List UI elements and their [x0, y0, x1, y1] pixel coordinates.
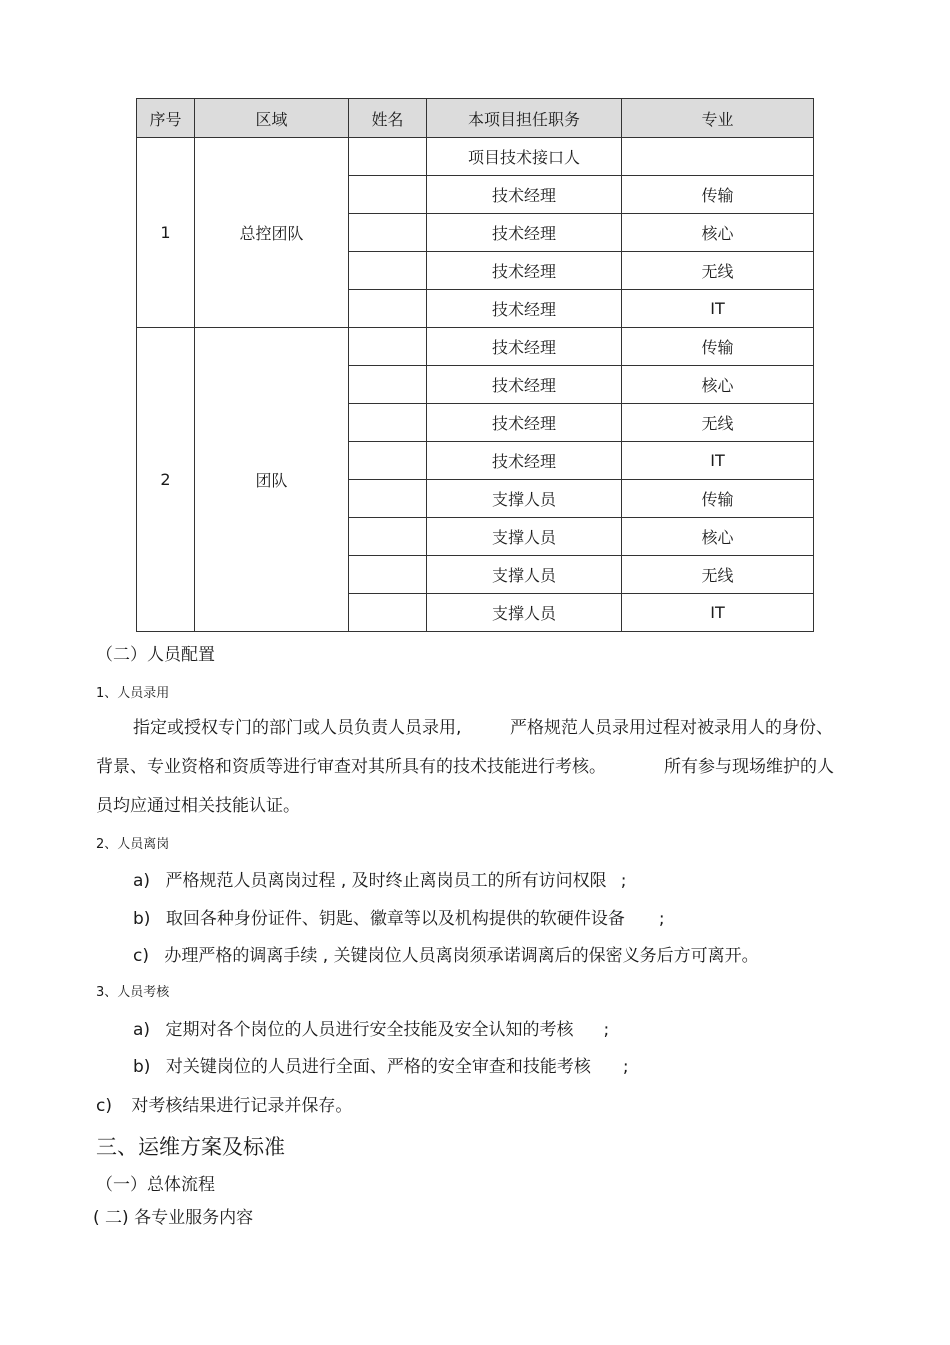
list-item [133, 1052, 629, 1077]
hiring-paragraph-line2b: 所有参与现场维护的人 [664, 757, 834, 777]
list-text: 办理严格的调离手续 , 关键岗位人员离岗须承诺调离后的保密义务后方可离开。 [164, 946, 759, 966]
ops-subheading-services: ( 二) 各专业服务内容 [93, 1208, 254, 1228]
list-marker: a) [133, 1020, 151, 1040]
hiring-paragraph-line2a: 背景、专业资格和资质等进行审查对其所具有的技术技能进行考核。 [96, 757, 606, 777]
list-marker: b) [133, 1057, 151, 1077]
role-cell: 技术经理 [427, 442, 622, 480]
role-cell: 技术经理 [427, 328, 622, 366]
group-index: 1 [137, 138, 195, 328]
list-marker: c) [96, 1096, 112, 1116]
role-cell: 技术经理 [427, 252, 622, 290]
name-cell [349, 214, 427, 252]
subheading-assessment: 3、人员考核 [96, 985, 170, 1000]
specialty-cell: 传输 [622, 176, 814, 214]
name-cell [349, 442, 427, 480]
ops-subheading-flow: （一）总体流程 [96, 1175, 215, 1195]
name-cell [349, 138, 427, 176]
group-area: 总控团队 [195, 138, 349, 328]
list-item [133, 866, 626, 891]
list-item [133, 904, 665, 929]
hiring-paragraph-line3: 员均应通过相关技能认证。 [96, 796, 300, 816]
list-end: ; [620, 871, 627, 891]
group-index: 2 [137, 328, 195, 632]
group-area: 团队 [195, 328, 349, 632]
name-cell [349, 518, 427, 556]
header-specialty: 专业 [622, 99, 814, 138]
role-cell: 技术经理 [427, 176, 622, 214]
header-name: 姓名 [349, 99, 427, 138]
specialty-cell: 传输 [622, 480, 814, 518]
specialty-cell: 核心 [622, 214, 814, 252]
specialty-cell: IT [622, 442, 814, 480]
specialty-cell: IT [622, 290, 814, 328]
list-item [133, 1015, 609, 1040]
list-text: 取回各种身份证件、钥匙、徽章等以及机构提供的软硬件设备 [165, 909, 625, 929]
section-heading-staffing: （二）人员配置 [96, 645, 215, 665]
header-role: 本项目担任职务 [427, 99, 622, 138]
role-cell: 技术经理 [427, 214, 622, 252]
role-cell: 项目技术接口人 [427, 138, 622, 176]
list-item [133, 941, 759, 966]
section-heading-ops: 三、运维方案及标准 [96, 1135, 285, 1159]
list-text: 严格规范人员离岗过程 , 及时终止离岗员工的所有访问权限 [165, 871, 607, 891]
name-cell [349, 252, 427, 290]
name-cell [349, 176, 427, 214]
specialty-cell: 无线 [622, 252, 814, 290]
list-marker: b) [133, 909, 151, 929]
list-end: ; [622, 1057, 629, 1077]
name-cell [349, 556, 427, 594]
table-row [137, 328, 814, 366]
specialty-cell: 核心 [622, 518, 814, 556]
specialty-cell: 传输 [622, 328, 814, 366]
specialty-cell [622, 138, 814, 176]
role-cell: 支撑人员 [427, 480, 622, 518]
name-cell [349, 366, 427, 404]
role-cell: 技术经理 [427, 404, 622, 442]
list-end: ; [603, 1020, 610, 1040]
table-row [137, 138, 814, 176]
staff-table [136, 98, 814, 632]
hiring-paragraph-line1a: 指定或授权专门的部门或人员负责人员录用, [133, 718, 462, 738]
role-cell: 技术经理 [427, 366, 622, 404]
specialty-cell: 无线 [622, 404, 814, 442]
name-cell [349, 480, 427, 518]
subheading-leaving: 2、人员离岗 [96, 837, 170, 852]
list-text: 对关键岗位的人员进行全面、严格的安全审查和技能考核 [165, 1057, 591, 1077]
specialty-cell: 核心 [622, 366, 814, 404]
role-cell: 技术经理 [427, 290, 622, 328]
role-cell: 支撑人员 [427, 556, 622, 594]
role-cell: 支撑人员 [427, 594, 622, 632]
table-header-row [137, 99, 814, 138]
name-cell [349, 290, 427, 328]
header-index: 序号 [137, 99, 195, 138]
header-area: 区域 [195, 99, 349, 138]
name-cell [349, 404, 427, 442]
name-cell [349, 594, 427, 632]
role-cell: 支撑人员 [427, 518, 622, 556]
specialty-cell: IT [622, 594, 814, 632]
list-end: ; [658, 909, 665, 929]
subheading-hiring: 1、人员录用 [96, 686, 170, 701]
list-marker: a) [133, 871, 151, 891]
list-item [96, 1091, 352, 1116]
list-marker: c) [133, 946, 149, 966]
name-cell [349, 328, 427, 366]
list-text: 定期对各个岗位的人员进行安全技能及安全认知的考核 [165, 1020, 574, 1040]
hiring-paragraph-line1b: 严格规范人员录用过程对被录用人的身份、 [510, 718, 833, 738]
list-text: 对考核结果进行记录并保存。 [131, 1096, 353, 1116]
specialty-cell: 无线 [622, 556, 814, 594]
